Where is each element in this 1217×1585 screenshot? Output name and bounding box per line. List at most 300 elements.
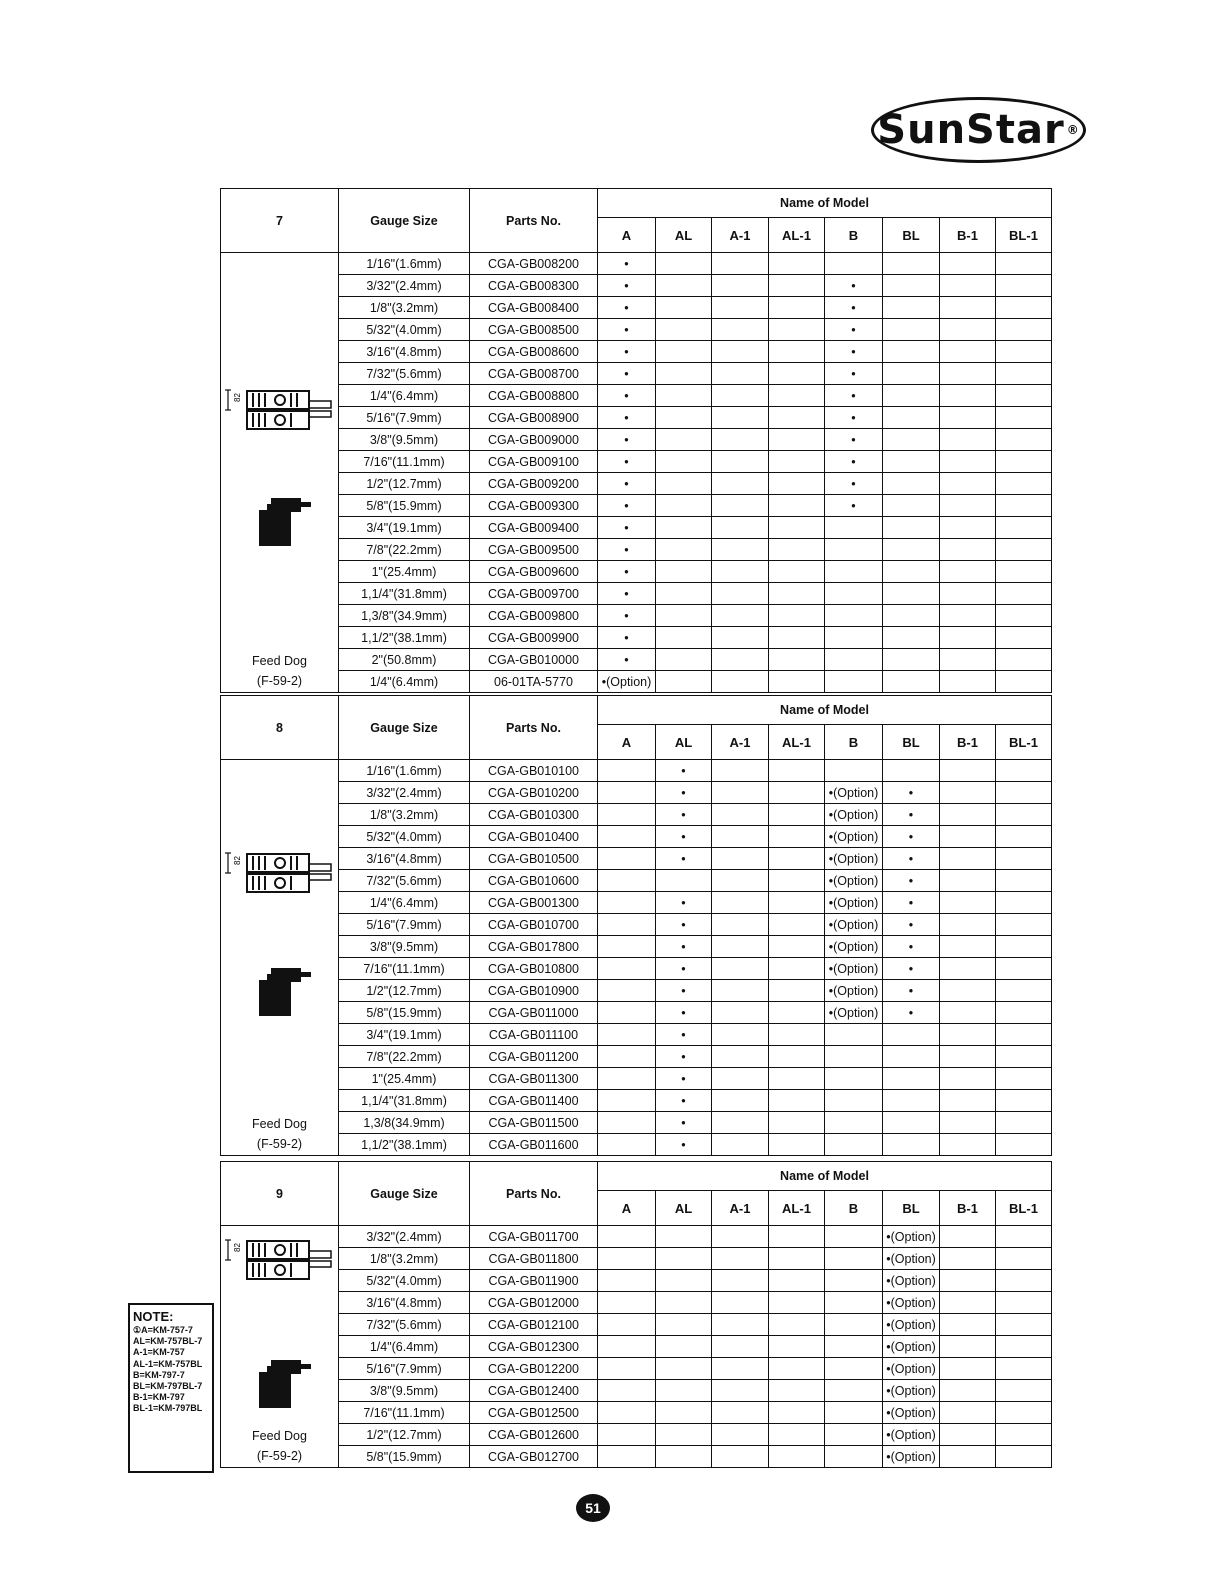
parts-no-header: Parts No. [470, 1162, 598, 1226]
model-mark-cell [883, 539, 940, 561]
parts-table-7 [220, 188, 1052, 693]
model-mark-cell [940, 760, 996, 782]
model-mark-cell: •(Option) [825, 980, 883, 1002]
model-mark-cell [769, 605, 825, 627]
model-mark-cell [996, 1024, 1052, 1046]
gauge-size-cell: 1,1/2"(38.1mm) [339, 627, 470, 649]
model-mark-cell [940, 980, 996, 1002]
table-row [221, 1226, 1052, 1248]
table-row [221, 605, 1052, 627]
model-mark-cell: • [656, 1134, 712, 1156]
gauge-size-cell: 1,1/4"(31.8mm) [339, 583, 470, 605]
model-mark-cell [825, 1226, 883, 1248]
parts-no-cell: CGA-GB011800 [470, 1248, 598, 1270]
model-mark-cell [598, 760, 656, 782]
gauge-size-cell: 3/32"(2.4mm) [339, 275, 470, 297]
model-mark-cell [940, 1270, 996, 1292]
feed-dog-illustration [221, 760, 339, 1156]
model-mark-cell [712, 1358, 769, 1380]
model-mark-cell [769, 539, 825, 561]
model-mark-cell [940, 407, 996, 429]
model-mark-cell [598, 1068, 656, 1090]
table-row [221, 407, 1052, 429]
model-mark-cell [940, 1380, 996, 1402]
model-mark-cell [996, 495, 1052, 517]
model-mark-cell: • [656, 1090, 712, 1112]
model-mark-cell [598, 936, 656, 958]
table-row [221, 583, 1052, 605]
model-mark-cell [712, 1402, 769, 1424]
model-mark-cell: •(Option) [825, 870, 883, 892]
table-row [221, 1002, 1052, 1024]
model-mark-cell: • [598, 253, 656, 275]
model-name-header: Name of Model [598, 189, 1052, 218]
gauge-size-cell: 3/8"(9.5mm) [339, 1380, 470, 1402]
model-mark-cell [712, 760, 769, 782]
model-column-header: B-1 [940, 1191, 996, 1226]
model-mark-cell [940, 671, 996, 693]
gauge-size-cell: 5/32"(4.0mm) [339, 826, 470, 848]
model-mark-cell: • [598, 605, 656, 627]
parts-no-cell: CGA-GB009600 [470, 561, 598, 583]
section-number: 9 [221, 1162, 339, 1226]
model-mark-cell [769, 1002, 825, 1024]
model-mark-cell [712, 1446, 769, 1468]
model-mark-cell: •(Option) [825, 848, 883, 870]
model-mark-cell [940, 1314, 996, 1336]
model-mark-cell [996, 1134, 1052, 1156]
table-row [221, 826, 1052, 848]
model-mark-cell [769, 804, 825, 826]
model-mark-cell: • [656, 958, 712, 980]
model-mark-cell: • [656, 1068, 712, 1090]
model-mark-cell: • [598, 319, 656, 341]
model-mark-cell [656, 297, 712, 319]
model-mark-cell [712, 826, 769, 848]
model-mark-cell: •(Option) [825, 804, 883, 826]
model-mark-cell [769, 1248, 825, 1270]
model-mark-cell [769, 473, 825, 495]
model-mark-cell [996, 1402, 1052, 1424]
model-mark-cell [598, 1024, 656, 1046]
model-mark-cell [996, 958, 1052, 980]
model-mark-cell [656, 870, 712, 892]
model-mark-cell: •(Option) [883, 1248, 940, 1270]
table-row [221, 1358, 1052, 1380]
section-number: 7 [221, 189, 339, 253]
model-mark-cell [825, 1446, 883, 1468]
model-mark-cell [769, 1292, 825, 1314]
parts-no-cell: CGA-GB009500 [470, 539, 598, 561]
model-mark-cell: • [825, 385, 883, 407]
model-mark-cell [769, 627, 825, 649]
parts-no-cell: CGA-GB008600 [470, 341, 598, 363]
table-row [221, 561, 1052, 583]
model-mark-cell [656, 1336, 712, 1358]
model-mark-cell [996, 605, 1052, 627]
model-column-header: BL [883, 725, 940, 760]
model-column-header: A [598, 218, 656, 253]
model-mark-cell [940, 1046, 996, 1068]
model-mark-cell [712, 848, 769, 870]
model-mark-cell [769, 782, 825, 804]
model-mark-cell [769, 363, 825, 385]
table-row [221, 1248, 1052, 1270]
model-mark-cell [769, 297, 825, 319]
table-row [221, 1112, 1052, 1134]
model-mark-cell [712, 253, 769, 275]
gauge-size-cell: 3/16"(4.8mm) [339, 1292, 470, 1314]
model-mark-cell [712, 649, 769, 671]
gauge-size-cell: 1/8"(3.2mm) [339, 297, 470, 319]
model-mark-cell [825, 1292, 883, 1314]
model-mark-cell: • [883, 936, 940, 958]
model-mark-cell [769, 1112, 825, 1134]
model-mark-cell [940, 649, 996, 671]
model-mark-cell [769, 583, 825, 605]
model-mark-cell [598, 1336, 656, 1358]
model-mark-cell [769, 1336, 825, 1358]
model-mark-cell [940, 1336, 996, 1358]
parts-no-cell: CGA-GB009200 [470, 473, 598, 495]
model-mark-cell [883, 671, 940, 693]
model-mark-cell [769, 1424, 825, 1446]
gauge-size-cell: 7/8"(22.2mm) [339, 539, 470, 561]
model-mark-cell: • [656, 1002, 712, 1024]
model-mark-cell [996, 473, 1052, 495]
model-column-header: BL-1 [996, 725, 1052, 760]
model-mark-cell [996, 1336, 1052, 1358]
model-mark-cell: • [656, 980, 712, 1002]
model-mark-cell [712, 561, 769, 583]
table-row [221, 473, 1052, 495]
model-mark-cell [769, 319, 825, 341]
model-mark-cell [769, 451, 825, 473]
model-mark-cell [825, 760, 883, 782]
model-mark-cell [769, 1314, 825, 1336]
model-mark-cell: • [656, 1112, 712, 1134]
model-mark-cell [769, 1402, 825, 1424]
model-mark-cell [883, 451, 940, 473]
note-line: A-1=KM-757 [133, 1347, 185, 1358]
table-row [221, 319, 1052, 341]
table-row [221, 429, 1052, 451]
model-mark-cell: •(Option) [883, 1336, 940, 1358]
model-mark-cell: • [825, 495, 883, 517]
model-mark-cell [598, 1112, 656, 1134]
model-mark-cell: • [883, 782, 940, 804]
model-mark-cell: • [883, 958, 940, 980]
model-mark-cell [769, 517, 825, 539]
model-mark-cell [712, 297, 769, 319]
model-mark-cell [712, 341, 769, 363]
table-row [221, 385, 1052, 407]
model-mark-cell [656, 1248, 712, 1270]
model-mark-cell [598, 958, 656, 980]
model-mark-cell [712, 1046, 769, 1068]
model-mark-cell [769, 1446, 825, 1468]
model-mark-cell [825, 1358, 883, 1380]
model-mark-cell: • [598, 341, 656, 363]
parts-no-cell: CGA-GB011900 [470, 1270, 598, 1292]
table-row [221, 517, 1052, 539]
table-row [221, 341, 1052, 363]
note-title: NOTE: [133, 1309, 174, 1324]
parts-no-cell: CGA-GB008700 [470, 363, 598, 385]
gauge-size-cell: 1/2"(12.7mm) [339, 1424, 470, 1446]
model-mark-cell: • [598, 649, 656, 671]
model-mark-cell [769, 429, 825, 451]
model-mark-cell [598, 1226, 656, 1248]
gauge-size-cell: 5/16"(7.9mm) [339, 407, 470, 429]
model-mark-cell [996, 627, 1052, 649]
parts-no-cell: CGA-GB012100 [470, 1314, 598, 1336]
gauge-size-cell: 1/4"(6.4mm) [339, 385, 470, 407]
table-row [221, 253, 1052, 275]
table-row [221, 914, 1052, 936]
parts-no-cell: CGA-GB009100 [470, 451, 598, 473]
model-mark-cell [996, 319, 1052, 341]
model-mark-cell: • [656, 804, 712, 826]
model-mark-cell [996, 583, 1052, 605]
model-mark-cell [940, 539, 996, 561]
parts-no-cell: CGA-GB008200 [470, 253, 598, 275]
gauge-size-cell: 3/8"(9.5mm) [339, 936, 470, 958]
model-mark-cell [598, 892, 656, 914]
table-row [221, 495, 1052, 517]
model-mark-cell [656, 649, 712, 671]
model-mark-cell [769, 671, 825, 693]
gauge-size-cell: 1/16"(1.6mm) [339, 253, 470, 275]
model-mark-cell [656, 473, 712, 495]
model-mark-cell [656, 1270, 712, 1292]
model-mark-cell [598, 1134, 656, 1156]
model-mark-cell [712, 451, 769, 473]
model-mark-cell [598, 1380, 656, 1402]
model-mark-cell [940, 1446, 996, 1468]
model-mark-cell [883, 495, 940, 517]
model-column-header: B [825, 1191, 883, 1226]
model-mark-cell [656, 275, 712, 297]
model-mark-cell [996, 914, 1052, 936]
model-mark-cell: • [656, 936, 712, 958]
model-mark-cell [712, 892, 769, 914]
model-mark-cell [656, 583, 712, 605]
model-mark-cell [712, 1068, 769, 1090]
model-mark-cell [996, 1314, 1052, 1336]
note-line: BL-1=KM-797BL [133, 1403, 203, 1414]
model-mark-cell [996, 782, 1052, 804]
model-mark-cell: • [598, 627, 656, 649]
model-mark-cell [825, 539, 883, 561]
table-row [221, 627, 1052, 649]
model-mark-cell: •(Option) [598, 671, 656, 693]
table-row [221, 539, 1052, 561]
model-name-header: Name of Model [598, 696, 1052, 725]
parts-no-cell: CGA-GB011100 [470, 1024, 598, 1046]
model-mark-cell [656, 407, 712, 429]
model-column-header: AL [656, 1191, 712, 1226]
model-mark-cell: • [598, 275, 656, 297]
model-mark-cell [656, 605, 712, 627]
table-row [221, 451, 1052, 473]
gauge-size-cell: 1,1/4"(31.8mm) [339, 1090, 470, 1112]
model-mark-cell [825, 1402, 883, 1424]
gauge-size-cell: 5/16"(7.9mm) [339, 1358, 470, 1380]
model-mark-cell [598, 914, 656, 936]
model-mark-cell [656, 1402, 712, 1424]
model-mark-cell [940, 1226, 996, 1248]
model-column-header: B [825, 725, 883, 760]
gauge-size-cell: 1/4"(6.4mm) [339, 892, 470, 914]
model-mark-cell: •(Option) [883, 1402, 940, 1424]
model-mark-cell: • [598, 495, 656, 517]
model-mark-cell [996, 649, 1052, 671]
registered-mark: ® [1066, 123, 1080, 137]
table-row [221, 1292, 1052, 1314]
table-row [221, 1046, 1052, 1068]
parts-no-cell: CGA-GB012000 [470, 1292, 598, 1314]
model-mark-cell [940, 253, 996, 275]
model-mark-cell [769, 958, 825, 980]
parts-no-cell: CGA-GB011200 [470, 1046, 598, 1068]
model-mark-cell: • [883, 804, 940, 826]
gauge-size-header: Gauge Size [339, 189, 470, 253]
model-mark-cell: •(Option) [883, 1380, 940, 1402]
table-row [221, 1336, 1052, 1358]
model-mark-cell [996, 253, 1052, 275]
model-mark-cell [712, 1424, 769, 1446]
parts-no-cell: CGA-GB009800 [470, 605, 598, 627]
model-mark-cell [769, 341, 825, 363]
model-mark-cell [769, 848, 825, 870]
model-mark-cell: • [598, 583, 656, 605]
model-mark-cell [656, 627, 712, 649]
model-mark-cell [769, 1068, 825, 1090]
model-mark-cell: •(Option) [825, 1002, 883, 1024]
model-mark-cell [769, 1358, 825, 1380]
model-mark-cell [712, 1336, 769, 1358]
model-mark-cell [598, 1402, 656, 1424]
model-mark-cell [712, 1002, 769, 1024]
model-mark-cell [996, 1358, 1052, 1380]
model-mark-cell [769, 892, 825, 914]
parts-no-cell: CGA-GB011000 [470, 1002, 598, 1024]
model-mark-cell [769, 826, 825, 848]
model-mark-cell [825, 561, 883, 583]
model-mark-cell: •(Option) [825, 936, 883, 958]
parts-table-9 [220, 1161, 1052, 1468]
model-mark-cell: • [656, 826, 712, 848]
gauge-size-cell: 1,3/8"(34.9mm) [339, 605, 470, 627]
model-mark-cell [598, 1090, 656, 1112]
model-mark-cell [769, 407, 825, 429]
model-mark-cell: • [883, 914, 940, 936]
model-mark-cell [996, 1446, 1052, 1468]
table-row [221, 848, 1052, 870]
model-mark-cell [769, 385, 825, 407]
model-mark-cell: • [598, 429, 656, 451]
model-mark-cell: •(Option) [883, 1226, 940, 1248]
model-mark-cell [769, 1134, 825, 1156]
model-mark-cell: • [656, 1024, 712, 1046]
model-mark-cell [712, 1112, 769, 1134]
model-mark-cell [940, 495, 996, 517]
parts-no-cell: CGA-GB011400 [470, 1090, 598, 1112]
gauge-size-cell: 7/8"(22.2mm) [339, 1046, 470, 1068]
model-mark-cell [712, 495, 769, 517]
table-row [221, 958, 1052, 980]
model-note [128, 1303, 214, 1473]
model-mark-cell: •(Option) [825, 958, 883, 980]
model-mark-cell [883, 473, 940, 495]
model-mark-cell [825, 1068, 883, 1090]
model-mark-cell [940, 1402, 996, 1424]
gauge-size-cell: 1"(25.4mm) [339, 1068, 470, 1090]
model-mark-cell [656, 1314, 712, 1336]
model-mark-cell [598, 870, 656, 892]
table-row [221, 1446, 1052, 1468]
section-number: 8 [221, 696, 339, 760]
model-mark-cell [825, 1134, 883, 1156]
parts-no-cell: CGA-GB008900 [470, 407, 598, 429]
feed-dog-top-view-icon [225, 388, 333, 432]
model-mark-cell [996, 1112, 1052, 1134]
model-mark-cell: • [883, 870, 940, 892]
model-mark-cell: •(Option) [883, 1446, 940, 1468]
parts-no-cell: CGA-GB012700 [470, 1446, 598, 1468]
model-mark-cell [940, 297, 996, 319]
model-mark-cell [996, 539, 1052, 561]
model-mark-cell [883, 297, 940, 319]
model-mark-cell [656, 1292, 712, 1314]
model-mark-cell [656, 429, 712, 451]
model-mark-cell [598, 1292, 656, 1314]
model-mark-cell [598, 1046, 656, 1068]
model-mark-cell [996, 1226, 1052, 1248]
table-row [221, 1068, 1052, 1090]
model-mark-cell: • [883, 1002, 940, 1024]
model-mark-cell [940, 1002, 996, 1024]
model-mark-cell: • [883, 848, 940, 870]
model-mark-cell [996, 1090, 1052, 1112]
model-mark-cell [769, 275, 825, 297]
model-mark-cell: • [883, 826, 940, 848]
sunstar-logo [871, 97, 1086, 163]
model-mark-cell [769, 760, 825, 782]
model-mark-cell [712, 1226, 769, 1248]
model-mark-cell [656, 341, 712, 363]
model-mark-cell: • [883, 980, 940, 1002]
model-mark-cell [598, 782, 656, 804]
model-mark-cell: • [825, 275, 883, 297]
model-mark-cell: • [825, 451, 883, 473]
model-mark-cell [996, 1068, 1052, 1090]
table-row [221, 804, 1052, 826]
model-column-header: BL [883, 218, 940, 253]
parts-table-8 [220, 695, 1052, 1156]
model-mark-cell [940, 914, 996, 936]
model-mark-cell [598, 826, 656, 848]
model-column-header: AL-1 [769, 1191, 825, 1226]
model-mark-cell [712, 1380, 769, 1402]
model-mark-cell [996, 804, 1052, 826]
gauge-size-cell: 3/4"(19.1mm) [339, 1024, 470, 1046]
gauge-size-cell: 1/8"(3.2mm) [339, 804, 470, 826]
table-row [221, 1424, 1052, 1446]
model-mark-cell [769, 914, 825, 936]
table-row [221, 782, 1052, 804]
